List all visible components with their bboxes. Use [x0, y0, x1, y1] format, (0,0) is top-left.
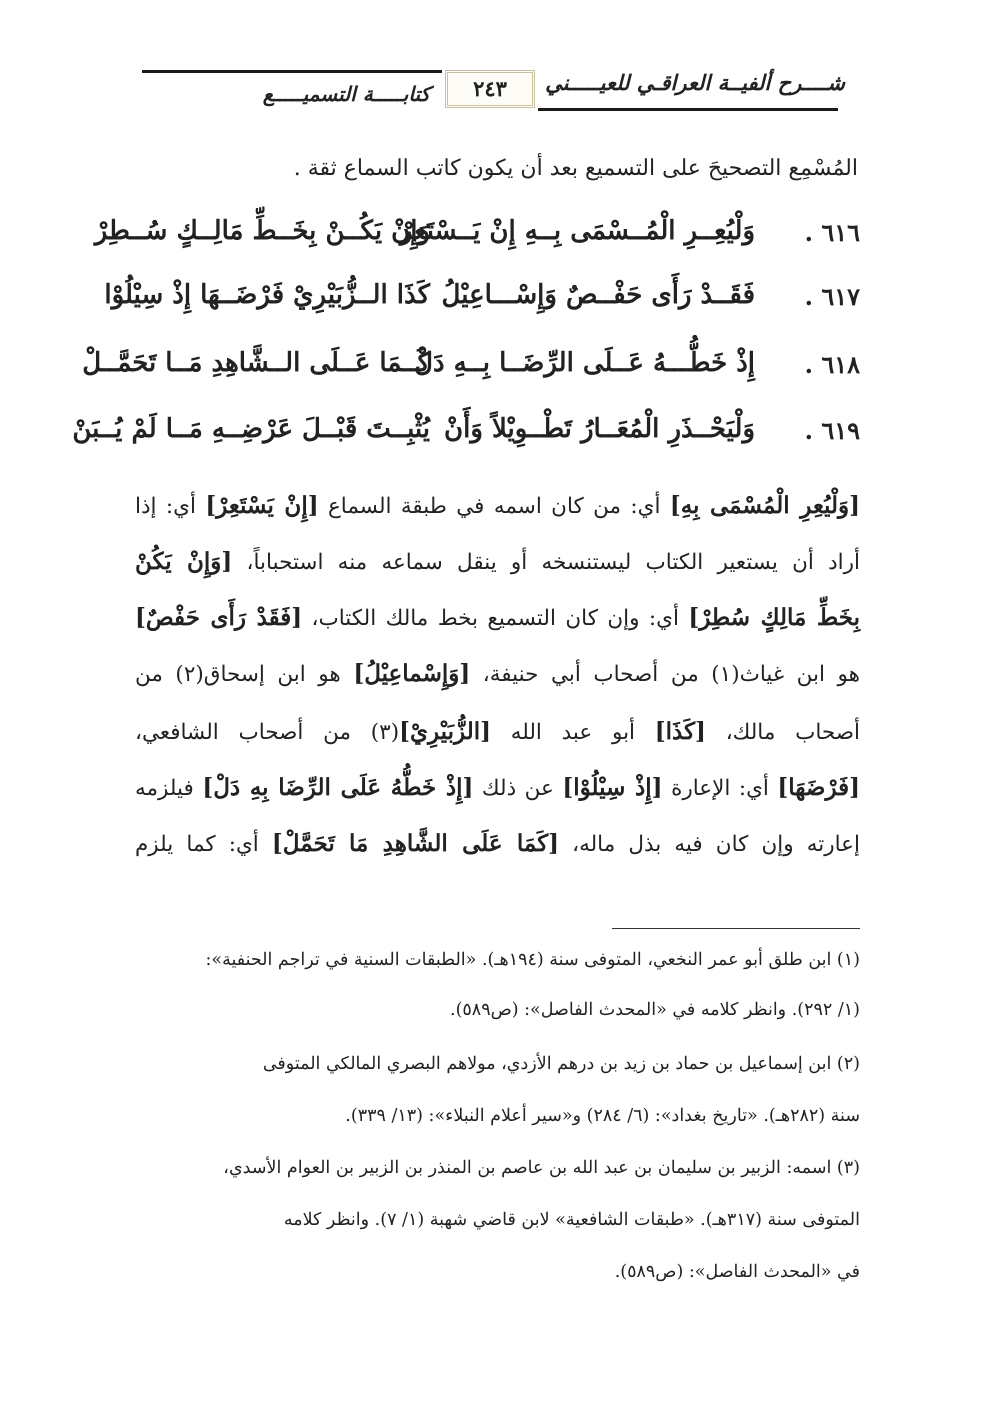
commentary-line-5 [135, 718, 860, 745]
quoted-verse-phrase: بِخَطِّ مَالِكٍ سُطِرْ] [688, 604, 860, 631]
commentary-line-1 [135, 492, 860, 519]
quoted-verse-phrase: [كَذَا] [654, 718, 706, 745]
commentary-text: إعارته وإن كان فيه بذل ماله، [559, 832, 860, 857]
quoted-verse-phrase: [وَإِسْماعِيْلُ] [353, 660, 471, 687]
verse-616 [94, 212, 860, 264]
verse-second-hemistich: كَذَا الــزُّبَيْرِيْ فَرْضَــهَا إِذْ سِيْلُوْا [104, 280, 430, 310]
footnote-3-cont: المتوفى سنة (٣١٧هـ). «طبقات الشافعية» لابن قاضي شهبة (١/ ٧). وانظر كلامه [283, 1210, 860, 1230]
commentary-text: أراد أن يستعير الكتاب ليستنسخه أو ينقل سماعه منه استحباباً، [232, 550, 861, 575]
verse-number: ٦١٦ . [804, 218, 860, 247]
verse-619 [72, 410, 860, 462]
commentary-line-3 [135, 604, 860, 631]
footnote-2: (٢) ابن إسماعيل بن حماد بن زيد بن درهم الأزدي، مولاهم البصري المالكي المتوفى [262, 1054, 860, 1074]
commentary-text: أصحاب مالك، [705, 720, 860, 745]
commentary-line-7 [135, 830, 860, 857]
commentary-text: أبو عبد الله [490, 720, 655, 745]
footnote-3-cont-2: في «المحدث الفاصل»: (ص٥٨٩). [614, 1262, 860, 1282]
header-rule-left [142, 70, 442, 73]
footnote-1-cont: (١/ ٢٩٢). وانظر كلامه في «المحدث الفاصل»: (ص٥٨٩). [450, 1000, 860, 1020]
verse-first-hemistich: فَقَــدْ رَأَى حَفْــصٌ وَإِسْـــاعِيْلُ [441, 280, 755, 310]
header-rule-right [538, 108, 838, 111]
verse-second-hemistich: كَــمَا عَــلَى الــشَّاهِدِ مَــا تَحَمَّــلْ [82, 348, 430, 378]
verse-618 [82, 344, 860, 396]
verse-number: ٦١٩ . [804, 416, 860, 445]
verse-first-hemistich: إِذْ خَطُّـــهُ عَــلَى الرِّضَــا بِــهِ دَلْ [414, 348, 755, 378]
commentary-text: هو ابن إسحاق(٢) من [135, 662, 354, 687]
commentary-text: عن ذلك [473, 776, 563, 801]
verse-second-hemistich: يُثْبِــتَ قَبْــلَ عَرْضِــهِ مَــا لَمْ يُــبَنْ [72, 414, 430, 444]
quoted-verse-phrase: [إِذْ خَطُّهُ عَلَى الرِّضَا بِهِ دَلْ] [202, 774, 474, 801]
quoted-verse-phrase: [وَإِنْ يَكُنْ [135, 548, 233, 575]
commentary-text: فيلزمه [135, 776, 203, 801]
commentary-text: أي: وإن كان التسميع بخط مالك الكتاب، [302, 606, 689, 631]
verse-first-hemistich: وَلْيُعِــرِ الْمُــسْمَى بِــهِ إِنْ يَــسْتَعِرْ [399, 216, 755, 246]
footnote-1: (١) ابن طلق أبو عمر النخعي، المتوفى سنة (١٩٤هـ). «الطبقات السنية في تراجم الحنفية»: [205, 950, 860, 970]
verse-number: ٦١٧ . [804, 282, 860, 311]
commentary-line-4 [135, 660, 860, 687]
commentary-line-6 [135, 774, 860, 801]
section-title: كتابـــــة التسميـــــع [262, 82, 430, 106]
quoted-verse-phrase: [فَرْضَهَا] [777, 774, 861, 801]
quoted-verse-phrase: [كَمَا عَلَى الشَّاهِدِ مَا تَحَمَّلْ] [271, 830, 560, 857]
commentary-text: هو ابن غياث(١) من أصحاب أبي حنيفة، [470, 662, 861, 687]
quoted-verse-phrase: [إِذْ سِيْلُوْا] [562, 774, 663, 801]
page-number: ٢٤٣ [445, 70, 535, 108]
commentary-text: أي: من كان اسمه في طبقة السماع [318, 494, 670, 519]
commentary-text: أي: الإعارة [662, 776, 778, 801]
commentary-text: أي: إذا [135, 494, 206, 519]
quoted-verse-phrase: [فَقَدْ رَأَى حَفْصٌ] [135, 604, 303, 631]
footnote-3: (٣) اسمه: الزبير بن سليمان بن عبد الله بن عاصم بن المنذر بن الزبير بن العوام الأسدي، [223, 1158, 860, 1178]
book-title: شــــرح ألفيــة العراقـي للعيـــــني [545, 70, 845, 95]
footnote-2-cont: سنة (٢٨٢هـ). «تاريخ بغداد»: (٦/ ٢٨٤) و«سير أعلام النبلاء»: (١٣/ ٣٣٩). [345, 1106, 860, 1126]
footnote-separator [612, 928, 860, 929]
verse-number: ٦١٨ . [804, 350, 860, 379]
commentary-text: (٣) من أصحاب الشافعي، [135, 720, 400, 745]
commentary-text: أي: كما يلزم [135, 832, 272, 857]
verse-617 [100, 276, 860, 328]
intro-line: المُسْمِع التصحيحَ على التسميع بعد أن يكون كاتب السماع ثقة . [293, 156, 858, 181]
quoted-verse-phrase: [إِنْ يَسْتَعِرْ] [205, 492, 319, 519]
quoted-verse-phrase: [الزُّبَيْرِيْ] [399, 718, 491, 745]
quoted-verse-phrase: [وَلْيُعِرِ الْمُسْمَى بِهِ] [669, 492, 860, 519]
verse-second-hemistich: وَإِنْ يَكُــنْ بِخَــطِّ مَالِــكٍ سُــطِرْ [94, 216, 430, 246]
verse-first-hemistich: وَلْيَحْــذَرِ الْمُعَــارُ تَطْــوِيْلاً وَأَنْ [444, 414, 755, 444]
commentary-line-2 [135, 548, 860, 575]
